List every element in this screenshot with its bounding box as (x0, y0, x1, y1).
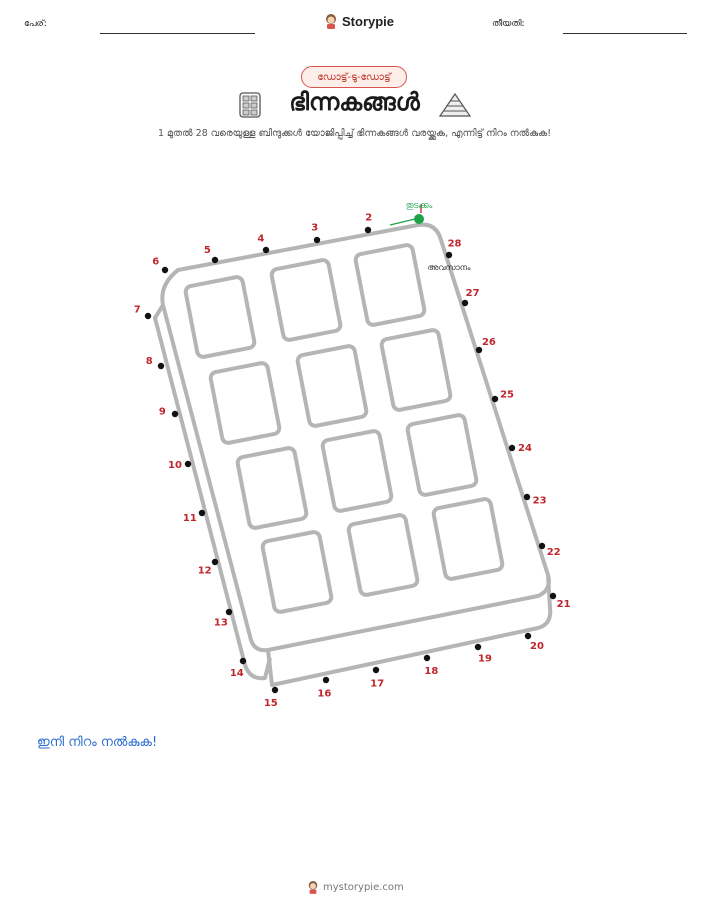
dot-5 (212, 257, 218, 263)
dot-label-13: 13 (213, 617, 228, 629)
dot-21 (550, 593, 556, 599)
dot-18 (424, 655, 430, 661)
dot-label-28: 28 (447, 238, 462, 250)
dot-14 (240, 658, 246, 664)
dot-4 (263, 247, 269, 253)
dot-label-15: 15 (263, 697, 278, 709)
footer-mascot-icon (307, 880, 319, 894)
dot-12 (212, 559, 218, 565)
dot-label-14: 14 (229, 667, 244, 679)
dot-label-9: 9 (158, 406, 166, 418)
dot-label-4: 4 (257, 233, 265, 245)
dot-label-6: 6 (152, 256, 160, 268)
start-label: തുടക്കം (405, 201, 433, 211)
dot-label-26: 26 (481, 337, 496, 349)
dot-27 (462, 300, 468, 306)
dot-label-16: 16 (317, 688, 332, 700)
dot-10 (185, 461, 191, 467)
dot-13 (226, 609, 232, 615)
dot-15 (272, 687, 278, 693)
dot-label-12: 12 (197, 565, 212, 577)
dot-label-7: 7 (133, 304, 141, 316)
dot-label-2: 2 (365, 212, 373, 224)
dot-28 (446, 252, 452, 258)
dot-label-27: 27 (465, 287, 480, 299)
start-pointer-line (390, 219, 415, 225)
dot-label-22: 22 (546, 547, 561, 559)
end-label: അവസാനം (427, 263, 471, 272)
dot-label-23: 23 (532, 495, 547, 507)
dot-24 (509, 445, 515, 451)
dot-label-10: 10 (168, 460, 182, 472)
chocolate-outline (155, 222, 550, 685)
dot-20 (525, 633, 531, 639)
dot-label-17: 17 (370, 678, 385, 690)
brand-name: Storypie (342, 13, 395, 29)
color-prompt: ഇനി നിറം നൽകുക! (37, 735, 158, 750)
dot-label-20: 20 (530, 640, 544, 652)
dot-16 (323, 677, 329, 683)
dot-label-5: 5 (203, 244, 211, 256)
dot-19 (475, 644, 481, 650)
dot-6 (162, 267, 168, 273)
activity-badge: ഡോട്ട്-ടു-ഡോട്ട് (301, 66, 407, 88)
dot-label-8: 8 (145, 356, 153, 368)
dot-label-24: 24 (518, 442, 532, 454)
dot-label-3: 3 (311, 222, 319, 234)
dot-22 (539, 543, 545, 549)
dot-7 (145, 313, 151, 319)
dot-label-19: 19 (478, 653, 492, 665)
date-label: തീയതി: (492, 19, 525, 29)
footer (307, 880, 404, 894)
page-title: ഭിന്നകങ്ങൾ (289, 88, 420, 116)
dot-1 (414, 214, 424, 224)
dot-label-21: 21 (556, 599, 571, 611)
dot-2 (365, 227, 371, 233)
dot-25 (492, 396, 498, 402)
dot-label-25: 25 (500, 389, 515, 401)
dot-label-11: 11 (182, 513, 197, 525)
footer-url[interactable]: mystorypie.com (323, 881, 404, 893)
dot-11 (199, 510, 205, 516)
dot-3 (314, 237, 320, 243)
dot-9 (172, 411, 178, 417)
name-label: പേര്: (24, 19, 47, 29)
dot-23 (524, 494, 530, 500)
dot-8 (158, 363, 164, 369)
dot-17 (373, 667, 379, 673)
instructions-text: 1 മുതൽ 28 വരെയുള്ള ബിന്ദുക്കൾ യോജിപ്പിച്ച് ഭിന്നകങ്ങൾ വരയ്ക്കുക, എന്നിട്ട് നിറം നൽകുക! (157, 128, 552, 139)
dot-label-18: 18 (424, 665, 439, 677)
